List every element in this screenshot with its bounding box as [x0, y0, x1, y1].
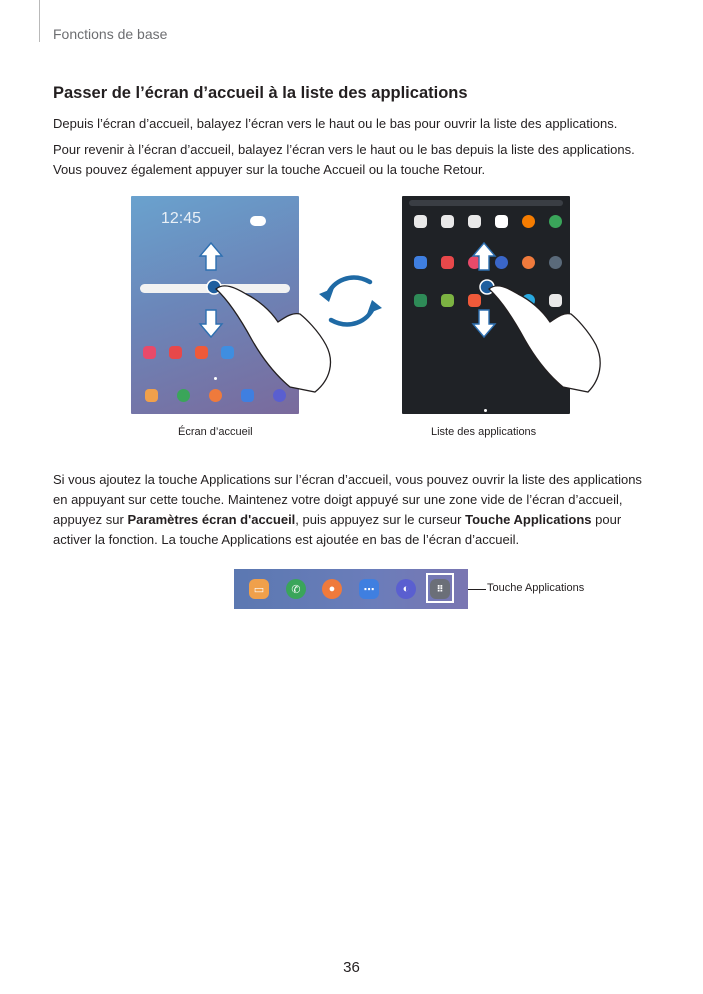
- page-number: 36: [343, 959, 360, 976]
- apps-button-callout: Touche Applications: [487, 582, 585, 594]
- home-clock: 12:45: [161, 210, 202, 227]
- messages-icon: ⋯: [359, 579, 379, 599]
- section-header: Fonctions de base: [53, 26, 168, 42]
- callout-line: [468, 589, 486, 590]
- apps-button-paragraph: Si vous ajoutez la touche Applications sur l’écran d’accueil, vous pouvez ouvrir la liste des applications en appuyant sur cette touche. Maintenez votre doigt appuyé sur une zone vide de l’écran d’accueil, appuyez sur Paramètres écran d'accueil, puis appuyez sur le curseur Touche Applications pour activer la fonction. La touche Applications est ajoutée en bas de l’écran d’accueil.: [53, 472, 642, 547]
- switch-screens-icon: [319, 278, 382, 325]
- internet-icon: ◐: [396, 579, 416, 599]
- swipe-up-arrow-apps: [473, 243, 495, 270]
- hand-icon-apps: [489, 286, 600, 392]
- home-screen-caption: Écran d’accueil: [178, 426, 253, 438]
- dock-illustration: [234, 569, 468, 609]
- return-paragraph-line2: Vous pouvez également appuyer sur la touche Accueil ou la touche Retour.: [53, 162, 486, 177]
- return-paragraph-line1: Pour revenir à l’écran d’accueil, balayez l’écran vers le haut ou le bas depuis la liste des applications.: [53, 142, 635, 157]
- apps-list-caption: Liste des applications: [431, 426, 537, 438]
- apps-grid-icon: ⠿: [430, 579, 450, 599]
- intro-paragraph: Depuis l’écran d’accueil, balayez l’écran vers le haut ou le bas pour ouvrir la liste des applications.: [53, 116, 618, 131]
- contacts-icon: ●: [322, 579, 342, 599]
- swipe-down-arrow-home: [200, 310, 222, 337]
- home-screen-settings-label: Paramètres écran d'accueil: [127, 512, 296, 527]
- apps-button-switch-label: Touche Applications: [465, 512, 592, 527]
- apps-button-highlight: [426, 573, 454, 603]
- swipe-up-arrow-home: [200, 243, 222, 270]
- section-title: Passer de l’écran d’accueil à la liste des applications: [53, 84, 468, 102]
- hand-icon-home: [216, 286, 330, 392]
- phone-icon: ✆: [286, 579, 306, 599]
- swipe-down-arrow-apps: [473, 310, 495, 337]
- folder-icon: ▭: [249, 579, 269, 599]
